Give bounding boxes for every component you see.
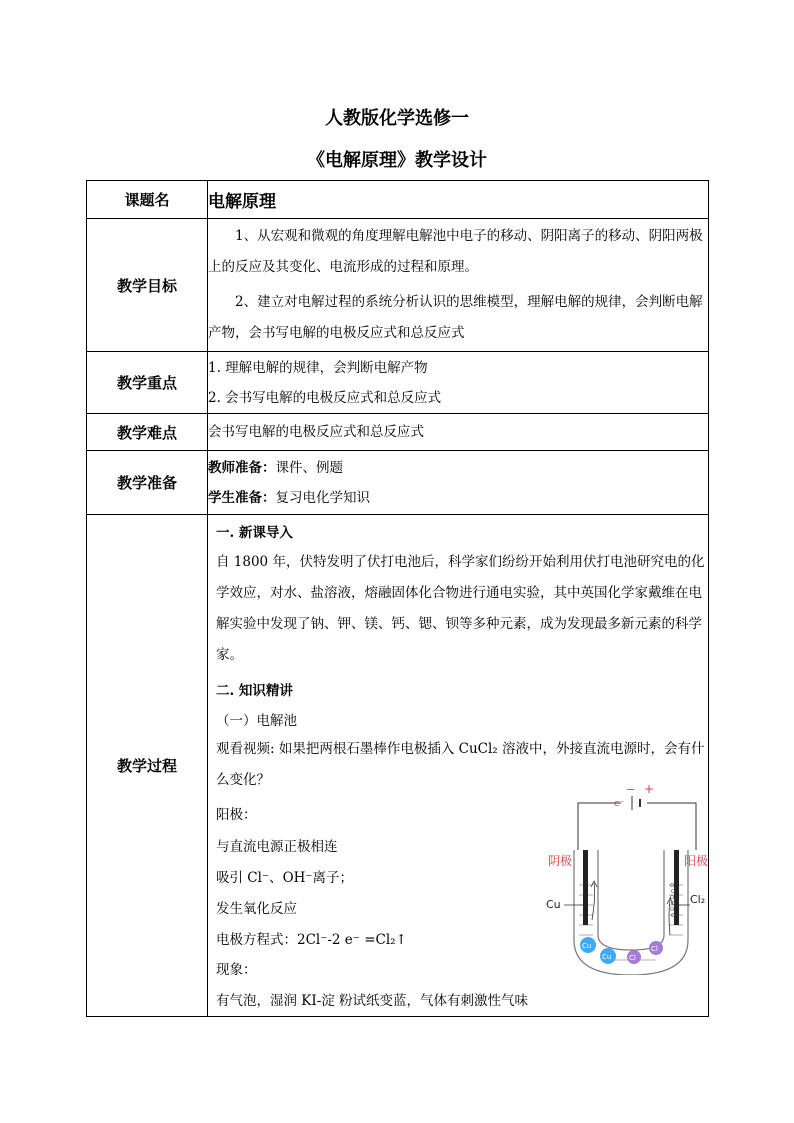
- cu-ion-2-label: Cu: [602, 953, 612, 961]
- section-knowledge: 二. 知识精讲: [216, 683, 293, 699]
- row-process: [87, 515, 709, 1017]
- plus-sign: +: [644, 782, 655, 796]
- anode-heading: 阳极：: [216, 807, 257, 823]
- minus-sign: −: [626, 783, 636, 796]
- cl2-product-label: Cl₂: [690, 893, 706, 906]
- value-key: [208, 352, 709, 414]
- cl-ion-1-label: Cl: [629, 954, 636, 962]
- row-topic: [87, 181, 709, 219]
- label-goals: 教学目标: [87, 219, 208, 352]
- row-difficulty: [87, 414, 709, 451]
- intro-paragraph: 自 1800 年，伏特发明了伏打电池后，科学家们纷纷开始利用伏打电池研究电的化学效应，对水、盐溶液，熔融固体化合物进行通电实验，其中英国化学家戴维在电解实验中发现了钠、钾、镁、钙、锶、钡等多种元素，成为发现最多新元素的科学家。: [216, 554, 705, 663]
- cathode-label: 阴极: [548, 854, 573, 868]
- teacher-prep-value: 课件、例题: [275, 459, 343, 476]
- phenomenon-text: 有气泡，湿润 KI-淀 粉试纸变蓝，气体有刺激性气味: [216, 993, 529, 1009]
- video-question: 观看视频: 如果把两根石墨棒作电极插入 CuCl₂ 溶液中，外接直流电源时，会有什么变化？: [216, 741, 705, 788]
- goal-1: 1、从宏观和微观的角度理解电解池中电子的移动、阴阳离子的移动、阴阳两极上的反应及其变化、电流形成的过程和原理。: [208, 228, 703, 275]
- value-prep: [208, 451, 709, 515]
- goal-2: 2、建立对电解过程的系统分析认识的思维模型，理解电解的规律，会判断电解产物，会书写电解的电极反应式和总反应式: [208, 294, 703, 341]
- row-goals: [87, 219, 709, 352]
- phenomenon-heading: 现象：: [216, 962, 257, 978]
- cathode-rod: [583, 850, 588, 925]
- teacher-prep-label: 教师准备：: [208, 459, 276, 476]
- lesson-plan-table: [86, 180, 709, 1017]
- label-topic: 课题名: [87, 181, 208, 219]
- value-topic: 电解原理: [208, 181, 709, 219]
- student-prep-value: 复习电化学知识: [275, 489, 370, 506]
- electrolysis-diagram: [546, 775, 716, 975]
- cu-product-label: Cu: [546, 898, 561, 911]
- cl-ion-2-label: Cl: [651, 945, 658, 953]
- label-difficulty: 教学难点: [87, 414, 208, 451]
- anode-attract: 吸引 Cl⁻、OH⁻离子；: [216, 870, 354, 886]
- anode-rod: [674, 850, 679, 925]
- electron-label: e⁻: [614, 799, 625, 809]
- anode-connection: 与直流电源正极相连: [216, 839, 338, 855]
- label-key: 教学重点: [87, 352, 208, 414]
- u-tube-inner: [598, 850, 664, 950]
- anode-equation: 电极方程式：2Cl⁻-2 e⁻ =Cl₂↑: [216, 932, 407, 948]
- anode-label: 阳极: [684, 854, 709, 868]
- label-prep: 教学准备: [87, 451, 208, 515]
- anode-reaction: 发生氧化反应: [216, 901, 297, 917]
- key-2: 2. 会书写电解的电极反应式和总反应式: [208, 389, 442, 406]
- section-new-lesson: 一. 新课导入: [216, 525, 293, 541]
- value-difficulty: 会书写电解的电极反应式和总反应式: [208, 414, 709, 451]
- sub-electrolytic-cell: （一）电解池: [216, 713, 297, 729]
- cu-ion-1-label: Cu: [582, 942, 592, 950]
- student-prep-label: 学生准备：: [208, 489, 276, 506]
- value-process: [208, 515, 709, 1017]
- value-goals: [208, 219, 709, 352]
- label-process: 教学过程: [87, 515, 208, 1017]
- title-line2: 《电解原理》教学设计: [307, 150, 487, 171]
- title-line1: 人教版化学选修一: [325, 108, 469, 129]
- key-1: 1. 理解电解的规律，会判断电解产物: [208, 359, 428, 376]
- row-prep: [87, 451, 709, 515]
- row-key: [87, 352, 709, 414]
